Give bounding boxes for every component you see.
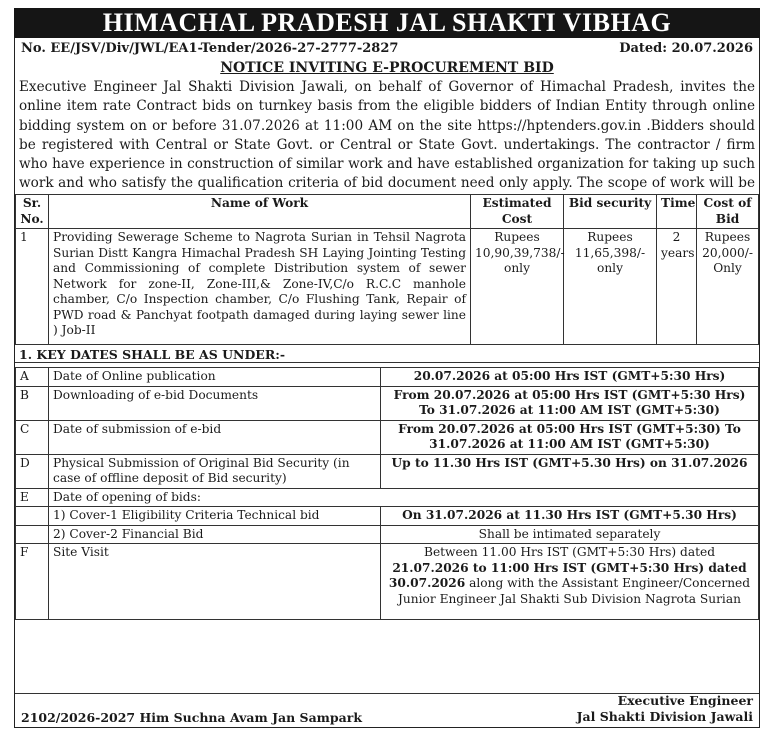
row-id: C [16,420,49,454]
row-id: E [16,488,49,507]
work-table [15,194,759,345]
signatory-designation: Executive Engineer [617,693,753,708]
row-id: A [16,368,49,387]
table-row [16,525,759,544]
reference-row [15,38,759,58]
row-label: Downloading of e-bid Documents [49,386,381,420]
key-dates-table [15,367,759,620]
row-value: Shall be intimated separately [381,525,759,544]
signatory [577,693,753,725]
notice-footer [15,693,759,727]
row-label: 2) Cover-2 Financial Bid [49,525,381,544]
row-label: Date of opening of bids: [49,488,759,507]
row-value [381,544,759,620]
row-value: On 31.07.2026 at 11.30 Hrs IST (GMT+5.30 Hrs) [381,507,759,526]
header-name-of-work: Name of Work [49,195,471,229]
row-id [16,525,49,544]
header-cost-of-bid: Cost of Bid [697,195,759,229]
row-label: Date of submission of e-bid [49,420,381,454]
site-visit-part-2: 21.07.2026 to 11:00 Hrs IST (GMT+5:30 Hrs) dated 30.07.2026 [388,560,747,590]
work-table-header [16,195,759,229]
notice-title: NOTICE INVITING E-PROCUREMENT BID [220,60,554,76]
time-cell: 2 years [657,229,697,345]
bid-security-cell: Rupees 11,65,398/- only [564,229,657,345]
table-row [16,507,759,526]
row-id: D [16,454,49,488]
notice-frame [14,38,760,728]
row-id: B [16,386,49,420]
cost-of-bid-cell: Rupees 20,000/- Only [697,229,759,345]
row-label: 1) Cover-1 Eligibility Criteria Technical bid [49,507,381,526]
row-value: From 20.07.2026 at 05:00 Hrs IST (GMT+5:30 Hrs) To 31.07.2026 at 11:00 AM IST (GMT+5:30) [381,386,759,420]
estimated-cost-cell: Rupees 10,90,39,738/- only [471,229,564,345]
table-row [16,368,759,387]
intro-paragraph: Executive Engineer Jal Shakti Division Jawali, on behalf of Governor of Himachal Pradesh, invites the online item rate Contract bids on turnkey basis from the eligible bidders of Indian Entity through online bidding system on or before 31.07.2026 at 11:00 AM on the site https://hptenders.gov.in .Bidders should be registered with Central or State Govt. or Central or State Govt. undertakings. The contractor / firm who have experience in construction of similar work and have established organization for taking up such work and who satisfy the qualification criteria of bid document need only apply. The scope of work will be [19,79,755,192]
row-id: F [16,544,49,620]
table-row [16,386,759,420]
row-value: From 20.07.2026 at 05:00 Hrs IST (GMT+5:30) To 31.07.2026 at 11:00 AM IST (GMT+5:30) [381,420,759,454]
row-label: Date of Online publication [49,368,381,387]
name-of-work-cell: Providing Sewerage Scheme to Nagrota Surian in Tehsil Nagrota Surian Distt Kangra Himachal Pradesh SH Laying Jointing Testing and Commissioning of complete Distribution system of sewer Network for zone-II, Zone-III,& Zone-IV,C/o R.C.C manhole chamber, C/o Inspection chamber, C/o Flushing Tank, Repair of PWD road & Panchyat footpath damaged during laying sewer line ) Job-II [49,229,471,345]
row-value: Up to 11.30 Hrs IST (GMT+5.30 Hrs) on 31.07.2026 [381,454,759,488]
row-label: Site Visit [49,544,381,620]
row-value: 20.07.2026 at 05:00 Hrs IST (GMT+5:30 Hrs) [381,368,759,387]
header-time: Time [657,195,697,229]
row-id [16,507,49,526]
notice-date: Dated: 20.07.2026 [619,41,753,56]
table-row [16,229,759,345]
table-row [16,544,759,620]
site-visit-part-3: along with the Assistant Engineer/Concerned Junior Engineer Jal Shakti Sub Division Nagrota Surian [398,576,751,606]
key-dates-heading: 1. KEY DATES SHALL BE AS UNDER:- [15,345,759,363]
table-row [16,454,759,488]
sr-no-cell: 1 [16,229,49,345]
header-bid-security: Bid security [564,195,657,229]
header-estimated-cost: Estimated Cost [471,195,564,229]
table-row [16,420,759,454]
department-banner: HIMACHAL PRADESH JAL SHAKTI VIBHAG [14,8,760,38]
reference-number: No. EE/JSV/Div/JWL/EA1-Tender/2026-27-2777-2827 [21,41,399,56]
signatory-office: Jal Shakti Division Jawali [576,709,753,724]
row-label: Physical Submission of Original Bid Security (in case of offline deposit of Bid security) [49,454,381,488]
table-row [16,488,759,507]
publicity-code: 2102/2026-2027 Him Suchna Avam Jan Sampark [21,710,362,725]
header-sr-no: Sr. No. [16,195,49,229]
site-visit-part-1: Between 11.00 Hrs IST (GMT+5:30 Hrs) dated [423,545,716,559]
